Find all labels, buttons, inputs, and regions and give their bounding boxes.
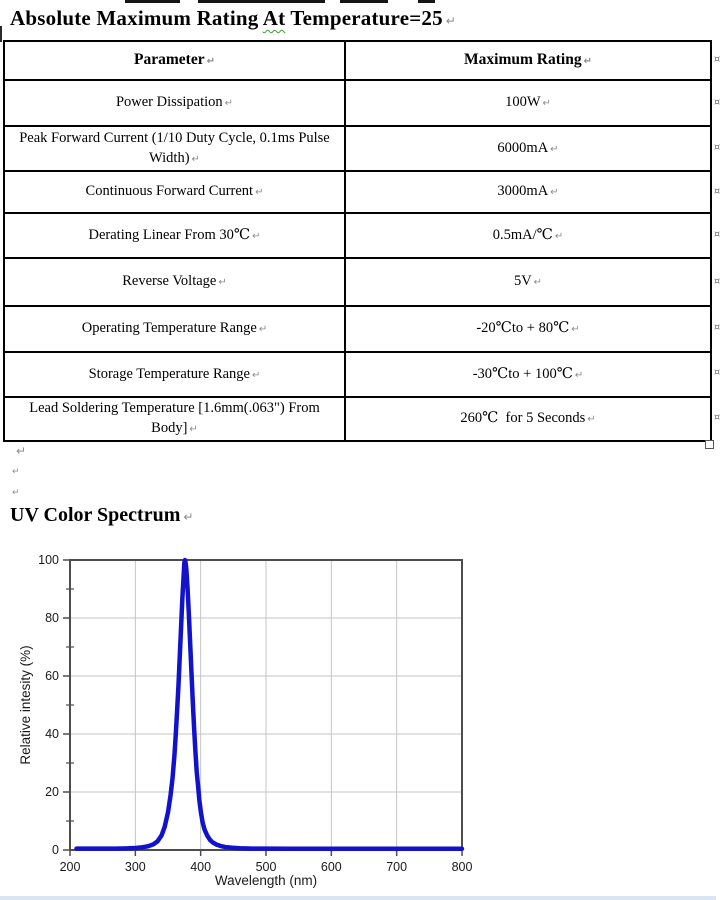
table-row bbox=[4, 80, 711, 126]
title-text: Absolute Maximum Rating bbox=[10, 6, 263, 30]
cell-mark: ↵ bbox=[550, 187, 559, 199]
table-resize-handle[interactable] bbox=[705, 440, 714, 449]
table-row bbox=[4, 213, 711, 258]
paragraph-mark: ↵ bbox=[12, 488, 20, 498]
param-cell: Reverse Voltage ↵ bbox=[4, 258, 345, 306]
cell-mark: ↵ bbox=[550, 143, 559, 155]
param-cell: Peak Forward Current (1/10 Duty Cycle, 0.1ms Pulse Width) ↵ bbox=[4, 126, 345, 171]
cropped-text-artifact bbox=[340, 0, 388, 3]
cell-mark: ↵ bbox=[574, 369, 584, 381]
spectrum-line bbox=[77, 560, 463, 849]
x-tick-label: 400 bbox=[190, 860, 212, 874]
paragraph-mark: ↵ bbox=[183, 510, 194, 524]
table-row bbox=[4, 397, 711, 441]
cell-mark: ↵ bbox=[189, 424, 198, 435]
y-axis-label: Relative intesity (%) bbox=[18, 645, 33, 765]
title-text: Temperature=25 bbox=[285, 6, 443, 30]
cell-mark: ↵ bbox=[255, 187, 264, 199]
spectrum-plot bbox=[0, 540, 520, 900]
cell-mark: ↵ bbox=[258, 324, 268, 336]
uv-spectrum-chart bbox=[0, 540, 520, 900]
x-tick-label: 300 bbox=[124, 860, 146, 874]
end-of-row-markers bbox=[710, 40, 724, 439]
value-cell: 100W ↵ bbox=[345, 80, 711, 126]
cell-mark: ↵ bbox=[542, 98, 551, 110]
cell-mark: ↵ bbox=[206, 56, 215, 68]
param-cell: Storage Temperature Range ↵ bbox=[4, 352, 345, 397]
y-tick-label: 20 bbox=[45, 785, 59, 799]
row-end-mark: ¤ bbox=[713, 367, 721, 378]
cell-mark: ↵ bbox=[252, 369, 261, 381]
cell-mark: ↵ bbox=[191, 153, 200, 165]
x-axis-label: Wavelength (nm) bbox=[214, 873, 318, 888]
x-tick-label: 800 bbox=[451, 860, 473, 874]
cell-mark: ↵ bbox=[571, 324, 580, 336]
cell-mark: ↵ bbox=[252, 230, 261, 242]
absolute-maximum-ratings-table bbox=[3, 40, 712, 442]
y-tick-label: 0 bbox=[52, 843, 59, 857]
row-end-mark: ¤ bbox=[713, 96, 721, 108]
x-tick-label: 200 bbox=[59, 860, 81, 874]
value-cell: 6000mA ↵ bbox=[345, 126, 711, 171]
row-end-mark: ¤ bbox=[713, 322, 721, 333]
bottom-edge-artifact bbox=[0, 896, 716, 900]
header-parameter: Parameter ↵ bbox=[4, 41, 345, 80]
table-row bbox=[4, 171, 711, 213]
cell-mark: ↵ bbox=[533, 277, 543, 289]
cell-mark: ↵ bbox=[583, 56, 592, 68]
y-tick-label: 100 bbox=[38, 553, 59, 567]
cell-mark: ↵ bbox=[218, 277, 227, 289]
cropped-text-artifact bbox=[198, 0, 325, 3]
value-cell: 260℃ for 5 Seconds ↵ bbox=[345, 397, 711, 441]
header-maximum-rating: Maximum Rating ↵ bbox=[345, 41, 711, 80]
row-end-mark: ¤ bbox=[713, 229, 721, 240]
page-title bbox=[10, 6, 456, 31]
row-end-mark: ¤ bbox=[713, 185, 721, 197]
y-tick-label: 40 bbox=[45, 727, 59, 741]
table-header-row bbox=[4, 41, 711, 80]
value-cell: 5V ↵ bbox=[345, 258, 711, 306]
x-tick-label: 600 bbox=[320, 860, 342, 874]
y-tick-label: 80 bbox=[45, 611, 59, 625]
value-cell: -20℃to + 80℃ ↵ bbox=[345, 306, 711, 352]
cropped-text-artifact bbox=[125, 0, 180, 3]
table-row bbox=[4, 306, 711, 352]
title-spellcheck-word: At bbox=[262, 6, 286, 30]
table-row bbox=[4, 352, 711, 397]
param-cell: Power Dissipation ↵ bbox=[4, 80, 345, 126]
paragraph-mark: ↵ bbox=[12, 467, 20, 477]
cell-mark: ↵ bbox=[587, 414, 596, 426]
table-row bbox=[4, 126, 711, 171]
value-cell: -30℃to + 100℃ ↵ bbox=[345, 352, 711, 397]
x-tick-label: 700 bbox=[386, 860, 408, 874]
value-cell: 0.5mA/℃ ↵ bbox=[345, 213, 711, 258]
param-cell: Derating Linear From 30℃ ↵ bbox=[4, 213, 345, 258]
row-end-mark: ¤ bbox=[713, 275, 721, 287]
paragraph-mark: ↵ bbox=[16, 444, 27, 458]
y-tick-label: 60 bbox=[45, 669, 59, 683]
param-cell: Operating Temperature Range ↵ bbox=[4, 306, 345, 352]
paragraph-mark: ↵ bbox=[445, 14, 457, 28]
cell-mark: ↵ bbox=[224, 98, 234, 110]
value-cell: 3000mA ↵ bbox=[345, 171, 711, 213]
param-cell: Lead Soldering Temperature [1.6mm(.063") From Body] ↵ bbox=[4, 397, 345, 441]
x-tick-label: 500 bbox=[255, 860, 277, 874]
row-end-mark: ¤ bbox=[713, 142, 721, 153]
text-boundary-mark bbox=[0, 26, 2, 42]
param-cell: Continuous Forward Current ↵ bbox=[4, 171, 345, 213]
row-end-mark: ¤ bbox=[713, 54, 721, 65]
section-heading: UV Color Spectrum ↵ bbox=[10, 504, 194, 526]
cropped-text-artifact bbox=[418, 0, 435, 3]
cell-mark: ↵ bbox=[554, 230, 564, 242]
table-row bbox=[4, 258, 711, 306]
row-end-mark: ¤ bbox=[713, 411, 721, 423]
